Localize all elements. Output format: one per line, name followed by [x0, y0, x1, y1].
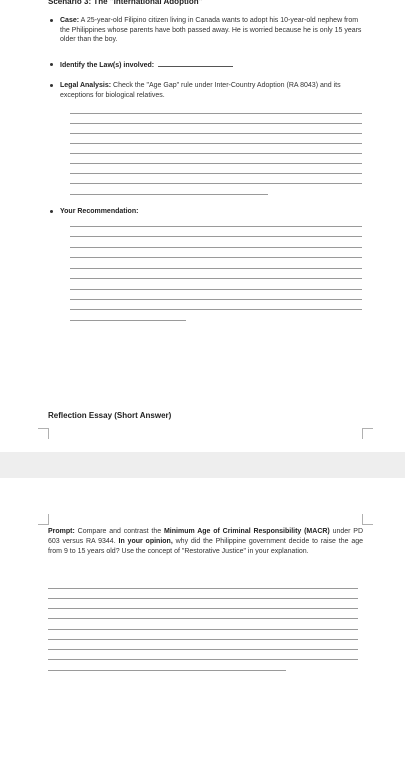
- identify-answer-blank[interactable]: [158, 60, 233, 67]
- page-corner-mark: [38, 514, 49, 525]
- prompt-question-lead: In your opinion,: [118, 538, 173, 545]
- prompt-term: Minimum Age of Criminal Responsibility (MACR): [163, 528, 330, 535]
- document-page-2: [0, 478, 405, 768]
- essay-prompt: [48, 527, 363, 557]
- page-corner-mark: [362, 428, 373, 439]
- recommendation-bullet: [60, 207, 365, 217]
- bullet-icon: [50, 210, 53, 213]
- legal-label: Legal Analysis:: [60, 82, 112, 89]
- case-label: Case:: [60, 17, 80, 24]
- page-separator: [0, 452, 405, 478]
- reflection-heading: Reflection Essay (Short Answer): [48, 411, 172, 420]
- prompt-label: Prompt:: [48, 528, 75, 535]
- scenario-heading: Scenario 3: The "International Adoption": [48, 0, 203, 6]
- bullet-icon: [50, 84, 53, 87]
- case-bullet: [60, 16, 365, 45]
- page-corner-mark: [362, 514, 373, 525]
- legal-text: Check the "Age Gap" rule under Inter-Country Adoption (RA 8043) and its exceptions for biological relatives.: [60, 82, 341, 99]
- identify-label: Identify the Law(s) involved:: [60, 62, 155, 69]
- bullet-icon: [50, 63, 53, 66]
- bullet-icon: [50, 19, 53, 22]
- case-text: A 25-year-old Filipino citizen living in Canada wants to adopt his 10-year-old nephew from the Philippines whose parents have both passed away. He is worried because he is only 15 years older than the boy.: [60, 17, 362, 44]
- prompt-text-1: Compare and contrast the: [77, 528, 162, 535]
- page-corner-mark: [38, 428, 49, 439]
- identify-bullet: [60, 60, 365, 71]
- prompt-text-2: under PD 603 versus RA 9344.: [48, 528, 364, 545]
- prompt-text-3: why did the Philippine government decide to raise the age from 9 to 15 years old? Use the concept of "Restorative Justice" in your explanation.: [48, 538, 363, 555]
- legal-analysis-bullet: [60, 81, 365, 100]
- recommendation-label: Your Recommendation:: [60, 208, 139, 215]
